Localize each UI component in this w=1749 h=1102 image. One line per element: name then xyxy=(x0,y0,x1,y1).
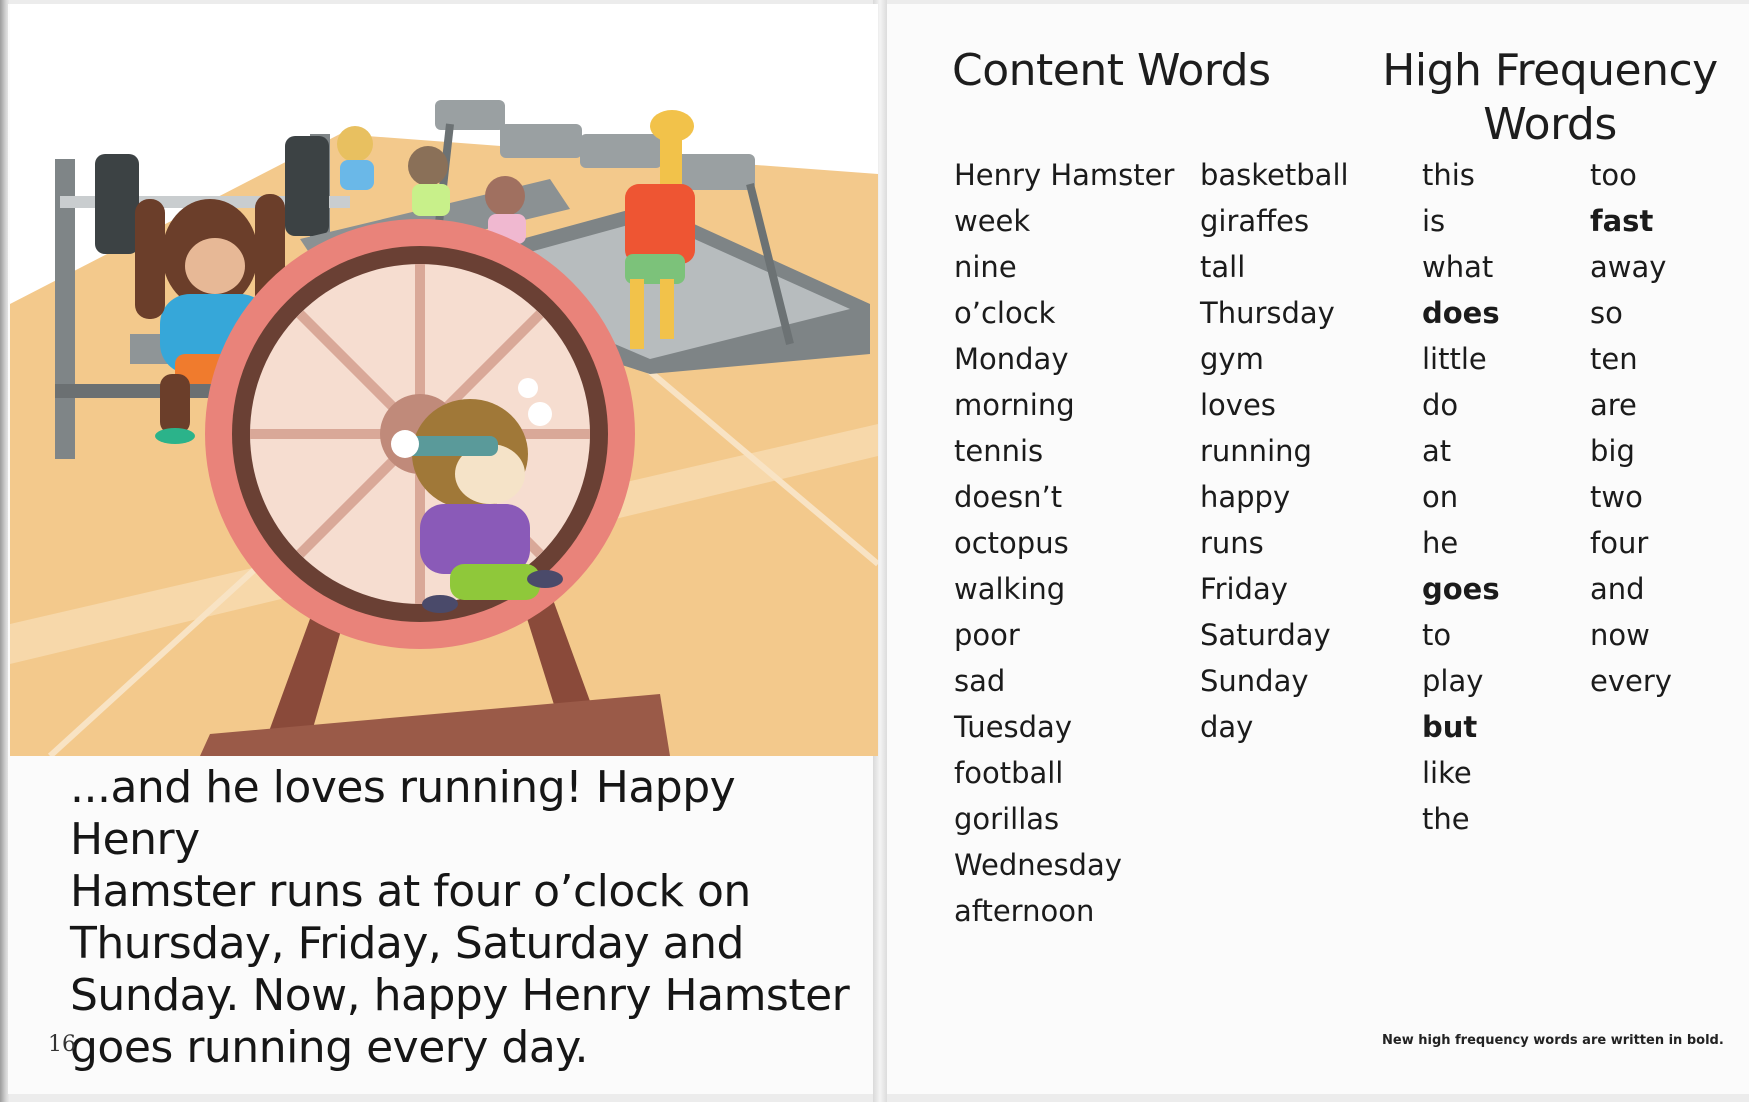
content-word: day xyxy=(1200,710,1254,744)
content-word: Thursday xyxy=(1200,296,1335,330)
high-frequency-word: he xyxy=(1422,526,1459,560)
content-word: Wednesday xyxy=(954,848,1122,882)
high-frequency-word: little xyxy=(1422,342,1487,376)
content-word: tennis xyxy=(954,434,1044,468)
high-frequency-word: fast xyxy=(1590,204,1654,238)
story-line: Thursday, Friday, Saturday and xyxy=(70,918,744,969)
high-frequency-word: every xyxy=(1590,664,1672,698)
high-frequency-word: big xyxy=(1590,434,1635,468)
high-frequency-word: and xyxy=(1590,572,1645,606)
high-frequency-heading xyxy=(1360,44,1740,152)
high-frequency-word: ten xyxy=(1590,342,1638,376)
content-word: Saturday xyxy=(1200,618,1331,652)
content-word: sad xyxy=(954,664,1006,698)
content-words-heading: Content Words xyxy=(952,45,1271,96)
content-word: Henry Hamster xyxy=(954,158,1175,192)
story-line: goes running every day. xyxy=(70,1022,589,1073)
content-word: giraffes xyxy=(1200,204,1310,238)
content-word: gym xyxy=(1200,342,1264,376)
high-frequency-word: play xyxy=(1422,664,1484,698)
story-line: Hamster runs at four o’clock on xyxy=(70,866,751,917)
high-frequency-heading-line: Words xyxy=(1483,99,1617,150)
content-word: Sunday xyxy=(1200,664,1309,698)
high-frequency-word: at xyxy=(1422,434,1452,468)
high-frequency-word: too xyxy=(1590,158,1637,192)
content-word: doesn’t xyxy=(954,480,1063,514)
high-frequency-word: to xyxy=(1422,618,1452,652)
high-frequency-word: does xyxy=(1422,296,1500,330)
high-frequency-word: this xyxy=(1422,158,1475,192)
high-frequency-word: do xyxy=(1422,388,1459,422)
high-frequency-word: two xyxy=(1590,480,1643,514)
gym-illustration xyxy=(10,4,878,756)
content-word: football xyxy=(954,756,1064,790)
high-frequency-word: like xyxy=(1422,756,1472,790)
content-word: o’clock xyxy=(954,296,1056,330)
content-words-column-1 xyxy=(954,152,1174,934)
content-word: gorillas xyxy=(954,802,1060,836)
content-word: nine xyxy=(954,250,1017,284)
content-words-column-2 xyxy=(1200,152,1349,750)
high-frequency-column-2 xyxy=(1590,152,1672,704)
page-number: 16 xyxy=(48,1032,76,1057)
high-frequency-word: are xyxy=(1590,388,1637,422)
content-word: octopus xyxy=(954,526,1069,560)
high-frequency-word: so xyxy=(1590,296,1623,330)
story-line: Sunday. Now, happy Henry Hamster xyxy=(70,970,850,1021)
high-frequency-word: now xyxy=(1590,618,1650,652)
content-word: poor xyxy=(954,618,1020,652)
content-word: basketball xyxy=(1200,158,1349,192)
high-frequency-word: on xyxy=(1422,480,1459,514)
high-frequency-word: what xyxy=(1422,250,1494,284)
content-word: Tuesday xyxy=(954,710,1072,744)
high-frequency-word: four xyxy=(1590,526,1649,560)
content-word: walking xyxy=(954,572,1066,606)
high-frequency-word: is xyxy=(1422,204,1446,238)
high-frequency-word: the xyxy=(1422,802,1470,836)
high-frequency-word: but xyxy=(1422,710,1478,744)
content-word: Monday xyxy=(954,342,1069,376)
content-word: week xyxy=(954,204,1031,238)
high-frequency-word: goes xyxy=(1422,572,1500,606)
content-word: Friday xyxy=(1200,572,1288,606)
content-word: afternoon xyxy=(954,894,1095,928)
high-frequency-column-1 xyxy=(1422,152,1500,842)
content-word: happy xyxy=(1200,480,1291,514)
content-word: running xyxy=(1200,434,1312,468)
story-text xyxy=(70,762,850,1074)
high-frequency-heading-line: High Frequency xyxy=(1382,45,1718,96)
content-word: tall xyxy=(1200,250,1246,284)
content-word: runs xyxy=(1200,526,1264,560)
content-word: loves xyxy=(1200,388,1276,422)
high-frequency-word: away xyxy=(1590,250,1667,284)
story-line: ...and he loves running! Happy Henry xyxy=(70,762,736,865)
footnote: New high frequency words are written in bold. xyxy=(1382,1033,1724,1048)
content-word: morning xyxy=(954,388,1075,422)
